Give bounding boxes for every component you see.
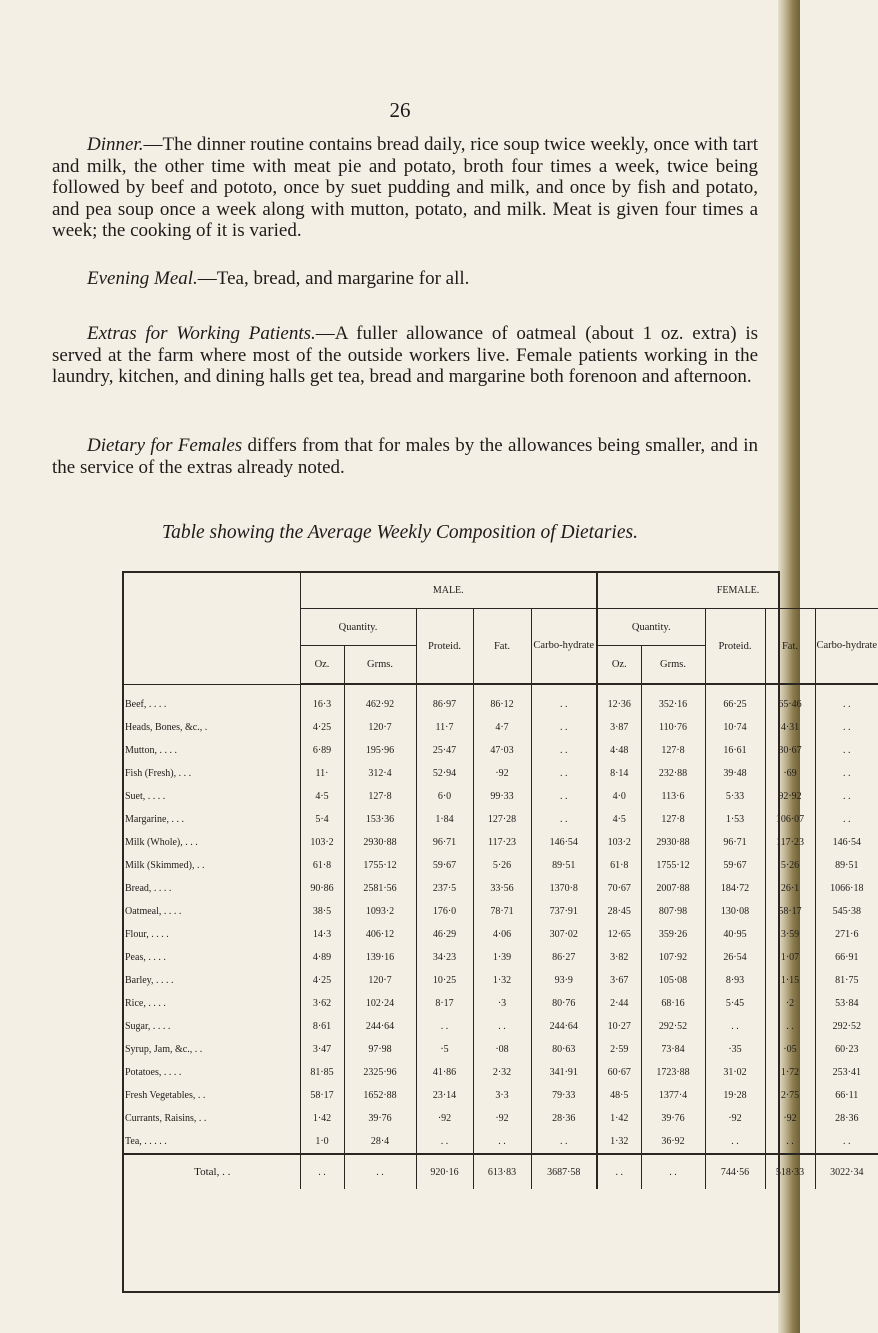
female-proteid-cell: 8·93	[705, 969, 765, 992]
header-female: FEMALE.	[597, 572, 878, 609]
male-proteid-cell: 11·7	[416, 716, 473, 739]
male-fat-cell: 78·71	[473, 900, 531, 923]
male-carbohydrate-cell: . .	[531, 808, 597, 831]
male-proteid-cell: 25·47	[416, 739, 473, 762]
male-proteid-cell: 1·84	[416, 808, 473, 831]
table-row	[122, 877, 878, 900]
male-oz-cell: 4·25	[300, 969, 344, 992]
male-proteid-cell: . .	[416, 1130, 473, 1154]
male-fat-cell: ·92	[473, 1107, 531, 1130]
header-male-oz: Oz.	[300, 646, 344, 685]
food-name: Margarine, . . .	[125, 814, 184, 825]
paragraph-text: differs from that for males by the allowances being smaller, and in the service of the extras already noted.	[52, 435, 758, 478]
female-oz-cell: 3·82	[597, 946, 641, 969]
female-oz-cell: 103·2	[597, 831, 641, 854]
paragraph-text: —The dinner routine contains bread daily, rice soup twice weekly, once with tart and milk, the other time with meat pie and potato, broth four times a week, twice being followed by beef and pototo, once by suet pudding and milk, and once by fish and potato, and pea soup once a week along with mutton, potato, and milk. Meat is given four times a week; the cooking of it is varied.	[52, 134, 758, 242]
header-female-fat: Fat.	[765, 609, 815, 685]
male-grms-cell: 28·4	[344, 1130, 416, 1154]
food-name: Heads, Bones, &c., .	[125, 722, 208, 733]
male-oz-cell: 14·3	[300, 923, 344, 946]
male-oz-cell: 38·5	[300, 900, 344, 923]
table-row	[122, 900, 878, 923]
female-proteid-cell: 10·74	[705, 716, 765, 739]
male-oz-cell: 90·86	[300, 877, 344, 900]
female-grms-cell: 110·76	[641, 716, 705, 739]
female-proteid-cell: 39·48	[705, 762, 765, 785]
male-oz-cell: 58·17	[300, 1084, 344, 1107]
food-name: Suet, . . . .	[125, 791, 166, 802]
female-carbohydrate-cell: . .	[815, 1130, 878, 1154]
female-grms-cell: . .	[641, 1154, 705, 1189]
table-row	[122, 1038, 878, 1061]
female-fat-cell: 1·72	[765, 1061, 815, 1084]
male-proteid-cell: . .	[416, 1015, 473, 1038]
female-fat-cell: 518·33	[765, 1154, 815, 1189]
male-proteid-cell: 34·23	[416, 946, 473, 969]
male-carbohydrate-cell: 80·76	[531, 992, 597, 1015]
female-carbohydrate-cell: 253·41	[815, 1061, 878, 1084]
male-proteid-cell: 96·71	[416, 831, 473, 854]
male-carbohydrate-cell: 146·54	[531, 831, 597, 854]
paragraph-text: —A fuller allowance of oatmeal (about 1 oz. extra) is served at the farm where most of the outside workers live. Female patients working in the laundry, kitchen, and dining halls get tea, bread and margarine both forenoon and afternoon.	[52, 323, 758, 388]
male-carbohydrate-cell: . .	[531, 1130, 597, 1154]
male-grms-cell: . .	[344, 1154, 416, 1189]
male-oz-cell: 103·2	[300, 831, 344, 854]
male-carbohydrate-cell: 86·27	[531, 946, 597, 969]
table-row	[122, 762, 878, 785]
female-grms-cell: 1377·4	[641, 1084, 705, 1107]
female-fat-cell: 4·31	[765, 716, 815, 739]
male-carbohydrate-cell: 244·64	[531, 1015, 597, 1038]
male-proteid-cell: 86·97	[416, 684, 473, 716]
male-fat-cell: 1·32	[473, 969, 531, 992]
header-female-oz: Oz.	[597, 646, 641, 685]
header-male: MALE.	[300, 572, 597, 609]
paragraph-female-dietary	[52, 435, 758, 478]
dietary-composition-table	[122, 572, 878, 1189]
female-proteid-cell: 96·71	[705, 831, 765, 854]
food-name: Fish (Fresh), . . .	[125, 768, 192, 779]
page-number: 26	[389, 98, 411, 122]
male-oz-cell: 61·8	[300, 854, 344, 877]
male-fat-cell: 99·33	[473, 785, 531, 808]
male-oz-cell: 3·62	[300, 992, 344, 1015]
female-fat-cell: . .	[765, 1015, 815, 1038]
female-proteid-cell: ·35	[705, 1038, 765, 1061]
female-fat-cell: 2·75	[765, 1084, 815, 1107]
female-oz-cell: . .	[597, 1154, 641, 1189]
food-name: Flour, . . . .	[125, 929, 169, 940]
female-oz-cell: 10·27	[597, 1015, 641, 1038]
female-oz-cell: 70·67	[597, 877, 641, 900]
female-grms-cell: 68·16	[641, 992, 705, 1015]
male-proteid-cell: 920·16	[416, 1154, 473, 1189]
female-grms-cell: 2007·88	[641, 877, 705, 900]
female-oz-cell: 12·65	[597, 923, 641, 946]
male-fat-cell: 33·56	[473, 877, 531, 900]
male-fat-cell: ·3	[473, 992, 531, 1015]
male-grms-cell: 312·4	[344, 762, 416, 785]
female-grms-cell: 352·16	[641, 684, 705, 716]
female-oz-cell: 3·67	[597, 969, 641, 992]
male-grms-cell: 139·16	[344, 946, 416, 969]
male-grms-cell: 120·7	[344, 716, 416, 739]
header-female-carbohydrate: Carbo-hydrate	[815, 609, 878, 685]
male-oz-cell: 1·0	[300, 1130, 344, 1154]
food-name: Mutton, . . . .	[125, 745, 177, 756]
female-fat-cell: ·2	[765, 992, 815, 1015]
male-carbohydrate-cell: 80·63	[531, 1038, 597, 1061]
male-carbohydrate-cell: 28·36	[531, 1107, 597, 1130]
table-row	[122, 785, 878, 808]
female-oz-cell: 4·5	[597, 808, 641, 831]
male-grms-cell: 406·12	[344, 923, 416, 946]
table-row	[122, 1015, 878, 1038]
table-row	[122, 1061, 878, 1084]
female-fat-cell: 26·1	[765, 877, 815, 900]
table-row	[122, 923, 878, 946]
female-carbohydrate-cell: 60·23	[815, 1038, 878, 1061]
male-fat-cell: . .	[473, 1130, 531, 1154]
male-fat-cell: 4·06	[473, 923, 531, 946]
female-grms-cell: 807·98	[641, 900, 705, 923]
female-fat-cell: 92·92	[765, 785, 815, 808]
female-proteid-cell: 184·72	[705, 877, 765, 900]
female-proteid-cell: 130·08	[705, 900, 765, 923]
male-oz-cell: 6·89	[300, 739, 344, 762]
female-proteid-cell: . .	[705, 1015, 765, 1038]
male-carbohydrate-cell: . .	[531, 785, 597, 808]
female-oz-cell: 4·0	[597, 785, 641, 808]
male-oz-cell: 3·47	[300, 1038, 344, 1061]
female-fat-cell: 30·67	[765, 739, 815, 762]
male-fat-cell: . .	[473, 1015, 531, 1038]
female-carbohydrate-cell: 292·52	[815, 1015, 878, 1038]
female-carbohydrate-cell: 53·84	[815, 992, 878, 1015]
table-row	[122, 1107, 878, 1130]
female-carbohydrate-cell: 545·38	[815, 900, 878, 923]
male-fat-cell: 1·39	[473, 946, 531, 969]
female-carbohydrate-cell: . .	[815, 762, 878, 785]
food-name: Milk (Whole), . . .	[125, 837, 198, 848]
female-proteid-cell: 744·56	[705, 1154, 765, 1189]
male-proteid-cell: ·92	[416, 1107, 473, 1130]
female-grms-cell: 113·6	[641, 785, 705, 808]
female-oz-cell: 12·36	[597, 684, 641, 716]
male-proteid-cell: ·5	[416, 1038, 473, 1061]
male-proteid-cell: 6·0	[416, 785, 473, 808]
male-proteid-cell: 8·17	[416, 992, 473, 1015]
header-male-grms: Grms.	[344, 646, 416, 685]
female-fat-cell: 65·46	[765, 684, 815, 716]
female-proteid-cell: 1·53	[705, 808, 765, 831]
male-proteid-cell: 59·67	[416, 854, 473, 877]
food-name: Milk (Skimmed), . .	[125, 860, 205, 871]
male-grms-cell: 2325·96	[344, 1061, 416, 1084]
paragraph-extras	[52, 323, 758, 388]
female-fat-cell: ·69	[765, 762, 815, 785]
header-female-quantity: Quantity.	[597, 609, 705, 646]
female-oz-cell: 8·14	[597, 762, 641, 785]
female-carbohydrate-cell: . .	[815, 785, 878, 808]
female-grms-cell: 73·84	[641, 1038, 705, 1061]
table-caption: Table showing the Average Weekly Composition of Dietaries.	[162, 522, 638, 543]
female-oz-cell: 48·5	[597, 1084, 641, 1107]
female-proteid-cell: 31·02	[705, 1061, 765, 1084]
male-fat-cell: ·92	[473, 762, 531, 785]
male-fat-cell: 613·83	[473, 1154, 531, 1189]
female-grms-cell: 1755·12	[641, 854, 705, 877]
male-carbohydrate-cell: 79·33	[531, 1084, 597, 1107]
male-proteid-cell: 176·0	[416, 900, 473, 923]
male-fat-cell: ·08	[473, 1038, 531, 1061]
female-carbohydrate-cell: . .	[815, 716, 878, 739]
female-carbohydrate-cell: 66·91	[815, 946, 878, 969]
table-body	[122, 684, 878, 1189]
female-carbohydrate-cell: 89·51	[815, 854, 878, 877]
male-proteid-cell: 23·14	[416, 1084, 473, 1107]
female-fat-cell: 117·23	[765, 831, 815, 854]
male-grms-cell: 120·7	[344, 969, 416, 992]
female-grms-cell: 107·92	[641, 946, 705, 969]
female-proteid-cell: 40·95	[705, 923, 765, 946]
female-fat-cell: 3·59	[765, 923, 815, 946]
male-carbohydrate-cell: 307·02	[531, 923, 597, 946]
female-oz-cell: 1·42	[597, 1107, 641, 1130]
female-proteid-cell: 16·61	[705, 739, 765, 762]
female-carbohydrate-cell: 271·6	[815, 923, 878, 946]
table-row	[122, 1130, 878, 1154]
female-fat-cell: 1·15	[765, 969, 815, 992]
male-fat-cell: 117·23	[473, 831, 531, 854]
table-row	[122, 716, 878, 739]
male-fat-cell: 3·3	[473, 1084, 531, 1107]
food-name: Bread, . . . .	[125, 883, 172, 894]
header-female-grms: Grms.	[641, 646, 705, 685]
male-carbohydrate-cell: 341·91	[531, 1061, 597, 1084]
male-fat-cell: 2·32	[473, 1061, 531, 1084]
female-fat-cell: 106·07	[765, 808, 815, 831]
paragraph-evening-meal	[52, 268, 758, 290]
male-grms-cell: 462·92	[344, 684, 416, 716]
female-carbohydrate-cell: 146·54	[815, 831, 878, 854]
male-grms-cell: 195·96	[344, 739, 416, 762]
female-grms-cell: 1723·88	[641, 1061, 705, 1084]
male-oz-cell: . .	[300, 1154, 344, 1189]
female-proteid-cell: 19·28	[705, 1084, 765, 1107]
female-proteid-cell: 5·33	[705, 785, 765, 808]
header-male-proteid: Proteid.	[416, 609, 473, 685]
male-carbohydrate-cell: . .	[531, 739, 597, 762]
male-grms-cell: 102·24	[344, 992, 416, 1015]
female-grms-cell: 232·88	[641, 762, 705, 785]
female-carbohydrate-cell: 1066·18	[815, 877, 878, 900]
female-oz-cell: 60·67	[597, 1061, 641, 1084]
female-proteid-cell: 26·54	[705, 946, 765, 969]
male-grms-cell: 2930·88	[344, 831, 416, 854]
female-fat-cell: 5·26	[765, 854, 815, 877]
female-carbohydrate-cell: 3022·34	[815, 1154, 878, 1189]
male-oz-cell: 4·89	[300, 946, 344, 969]
female-grms-cell: 127·8	[641, 808, 705, 831]
female-oz-cell: 3·87	[597, 716, 641, 739]
table-row	[122, 739, 878, 762]
female-carbohydrate-cell: 81·75	[815, 969, 878, 992]
male-carbohydrate-cell: 89·51	[531, 854, 597, 877]
male-oz-cell: 4·5	[300, 785, 344, 808]
table-row	[122, 854, 878, 877]
female-oz-cell: 61·8	[597, 854, 641, 877]
paragraph-dinner	[52, 134, 758, 242]
female-grms-cell: 36·92	[641, 1130, 705, 1154]
male-carbohydrate-cell: 1370·8	[531, 877, 597, 900]
female-fat-cell: 1·07	[765, 946, 815, 969]
female-proteid-cell: ·92	[705, 1107, 765, 1130]
male-grms-cell: 97·98	[344, 1038, 416, 1061]
male-fat-cell: 47·03	[473, 739, 531, 762]
paragraph-lead: Evening Meal.	[87, 268, 198, 289]
female-fat-cell: . .	[765, 1130, 815, 1154]
male-carbohydrate-cell: . .	[531, 762, 597, 785]
female-carbohydrate-cell: . .	[815, 808, 878, 831]
female-grms-cell: 105·08	[641, 969, 705, 992]
table-row	[122, 992, 878, 1015]
male-grms-cell: 153·36	[344, 808, 416, 831]
female-proteid-cell: 66·25	[705, 684, 765, 716]
female-proteid-cell: 59·67	[705, 854, 765, 877]
male-fat-cell: 5·26	[473, 854, 531, 877]
male-proteid-cell: 52·94	[416, 762, 473, 785]
female-carbohydrate-cell: 28·36	[815, 1107, 878, 1130]
table-row	[122, 946, 878, 969]
male-grms-cell: 127·8	[344, 785, 416, 808]
male-carbohydrate-cell: 3687·58	[531, 1154, 597, 1189]
male-grms-cell: 39·76	[344, 1107, 416, 1130]
male-proteid-cell: 41·86	[416, 1061, 473, 1084]
male-oz-cell: 8·61	[300, 1015, 344, 1038]
food-name: Oatmeal, . . . .	[125, 906, 182, 917]
female-proteid-cell: 5·45	[705, 992, 765, 1015]
male-grms-cell: 1093·2	[344, 900, 416, 923]
female-fat-cell: ·05	[765, 1038, 815, 1061]
food-name: Barley, . . . .	[125, 975, 174, 986]
female-proteid-cell: . .	[705, 1130, 765, 1154]
female-grms-cell: 39·76	[641, 1107, 705, 1130]
food-name: Potatoes, . . . .	[125, 1067, 182, 1078]
male-grms-cell: 1652·88	[344, 1084, 416, 1107]
paragraph-text: —Tea, bread, and margarine for all.	[197, 268, 470, 289]
male-proteid-cell: 237·5	[416, 877, 473, 900]
food-name: Total, . .	[122, 1154, 300, 1189]
food-name: Fresh Vegetables, . .	[125, 1090, 206, 1101]
male-carbohydrate-cell: 737·91	[531, 900, 597, 923]
header-male-carbohydrate: Carbo-hydrate	[531, 609, 597, 685]
male-fat-cell: 86·12	[473, 684, 531, 716]
food-name: Rice, . . . .	[125, 998, 166, 1009]
female-grms-cell: 127·8	[641, 739, 705, 762]
food-name: Tea, . . . . .	[125, 1136, 167, 1147]
male-fat-cell: 4·7	[473, 716, 531, 739]
male-grms-cell: 244·64	[344, 1015, 416, 1038]
male-oz-cell: 16·3	[300, 684, 344, 716]
table-row	[122, 1084, 878, 1107]
food-name: Currants, Raisins, . .	[125, 1113, 207, 1124]
male-oz-cell: 4·25	[300, 716, 344, 739]
female-oz-cell: 28·45	[597, 900, 641, 923]
male-proteid-cell: 46·29	[416, 923, 473, 946]
male-grms-cell: 2581·56	[344, 877, 416, 900]
male-carbohydrate-cell: 93·9	[531, 969, 597, 992]
female-grms-cell: 292·52	[641, 1015, 705, 1038]
table-row	[122, 969, 878, 992]
female-carbohydrate-cell: . .	[815, 684, 878, 716]
male-oz-cell: 5·4	[300, 808, 344, 831]
male-oz-cell: 1·42	[300, 1107, 344, 1130]
food-name: Syrup, Jam, &c., . .	[125, 1044, 203, 1055]
female-carbohydrate-cell: 66·11	[815, 1084, 878, 1107]
female-grms-cell: 2930·88	[641, 831, 705, 854]
male-oz-cell: 81·85	[300, 1061, 344, 1084]
table-row	[122, 808, 878, 831]
food-name: Peas, . . . .	[125, 952, 166, 963]
female-oz-cell: 2·59	[597, 1038, 641, 1061]
header-female-proteid: Proteid.	[705, 609, 765, 685]
female-oz-cell: 2·44	[597, 992, 641, 1015]
male-carbohydrate-cell: . .	[531, 684, 597, 716]
female-grms-cell: 359·26	[641, 923, 705, 946]
header-male-quantity: Quantity.	[300, 609, 416, 646]
female-oz-cell: 4·48	[597, 739, 641, 762]
paragraph-lead: Dinner.	[87, 134, 144, 155]
female-fat-cell: 58·17	[765, 900, 815, 923]
food-name: Sugar, . . . .	[125, 1021, 171, 1032]
male-fat-cell: 127·28	[473, 808, 531, 831]
male-grms-cell: 1755·12	[344, 854, 416, 877]
table-row	[122, 684, 878, 716]
food-name: Beef, . . . .	[125, 698, 167, 710]
male-oz-cell: 11·	[300, 762, 344, 785]
female-oz-cell: 1·32	[597, 1130, 641, 1154]
male-carbohydrate-cell: . .	[531, 716, 597, 739]
female-fat-cell: ·92	[765, 1107, 815, 1130]
header-male-fat: Fat.	[473, 609, 531, 685]
male-proteid-cell: 10·25	[416, 969, 473, 992]
header-food-column	[122, 572, 300, 684]
table-row	[122, 831, 878, 854]
total-row	[122, 1154, 878, 1189]
paragraph-lead: Extras for Working Patients.	[87, 323, 316, 344]
female-carbohydrate-cell: . .	[815, 739, 878, 762]
paragraph-lead: Dietary for Females	[87, 435, 243, 456]
